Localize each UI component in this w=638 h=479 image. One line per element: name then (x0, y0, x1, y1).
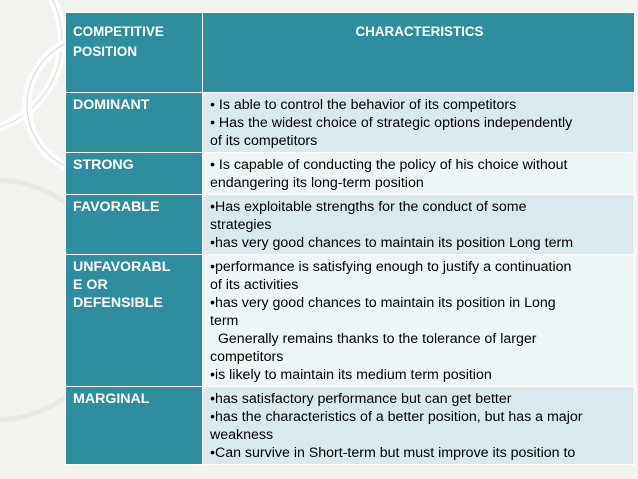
characteristic-line: • Is capable of conducting the policy of his choice without (210, 157, 568, 173)
characteristic-line: •performance is satisfying enough to justify a continuation (210, 259, 572, 275)
characteristic-line: term (210, 313, 239, 329)
characteristic-line: •has very good chances to maintain its position Long term (210, 235, 574, 251)
position-label: STRONG (73, 157, 134, 173)
position-cell (66, 93, 203, 153)
position-cell (66, 387, 203, 465)
characteristic-line: weakness (210, 427, 274, 443)
position-cell (66, 153, 203, 195)
competitive-position-table (65, 12, 635, 465)
characteristic-line: • Has the widest choice of strategic options independently (210, 115, 573, 131)
table-row (66, 195, 635, 255)
characteristics-cell (203, 153, 635, 195)
characteristic-line: •Has exploitable strengths for the conduct of some (210, 199, 527, 215)
position-cell (66, 195, 203, 255)
header-competitive-position (66, 13, 203, 93)
characteristic-line: strategies (210, 217, 272, 233)
characteristic-line: •has the characteristics of a better position, but has a major (210, 409, 583, 425)
table-header-row (66, 13, 635, 93)
position-label: FAVORABLE (73, 199, 160, 215)
characteristic-line: •is likely to maintain its medium term position (210, 367, 492, 383)
table-row (66, 387, 635, 465)
header-characteristics: CHARACTERISTICS (203, 13, 635, 93)
position-label: MARGINAL (73, 391, 150, 407)
characteristic-line: competitors (210, 349, 284, 365)
table-row (66, 255, 635, 387)
characteristic-line: of its activities (210, 277, 299, 293)
characteristic-line: •has satisfactory performance but can get better (210, 391, 512, 407)
characteristics-cell (203, 255, 635, 387)
characteristics-cell (203, 195, 635, 255)
position-label: DOMINANT (73, 97, 150, 113)
position-label: E OR (73, 277, 108, 293)
characteristic-line: •Can survive in Short-term but must improve its position to (210, 445, 576, 461)
table-row (66, 153, 635, 195)
characteristic-line: • Is able to control the behavior of its competitors (210, 97, 517, 113)
header-line: POSITION (73, 44, 137, 59)
characteristic-line: of its competitors (210, 133, 318, 149)
characteristics-cell (203, 387, 635, 465)
position-label: DEFENSIBLE (73, 295, 163, 311)
characteristics-cell (203, 93, 635, 153)
position-label: UNFAVORABL (73, 259, 171, 275)
position-cell (66, 255, 203, 387)
characteristic-line: •has very good chances to maintain its position in Long (210, 295, 556, 311)
table-row (66, 93, 635, 153)
header-line: COMPETITIVE (73, 24, 164, 39)
characteristic-line: endangering its long-term position (210, 175, 424, 191)
characteristic-line: Generally remains thanks to the tolerance of larger (210, 331, 537, 347)
